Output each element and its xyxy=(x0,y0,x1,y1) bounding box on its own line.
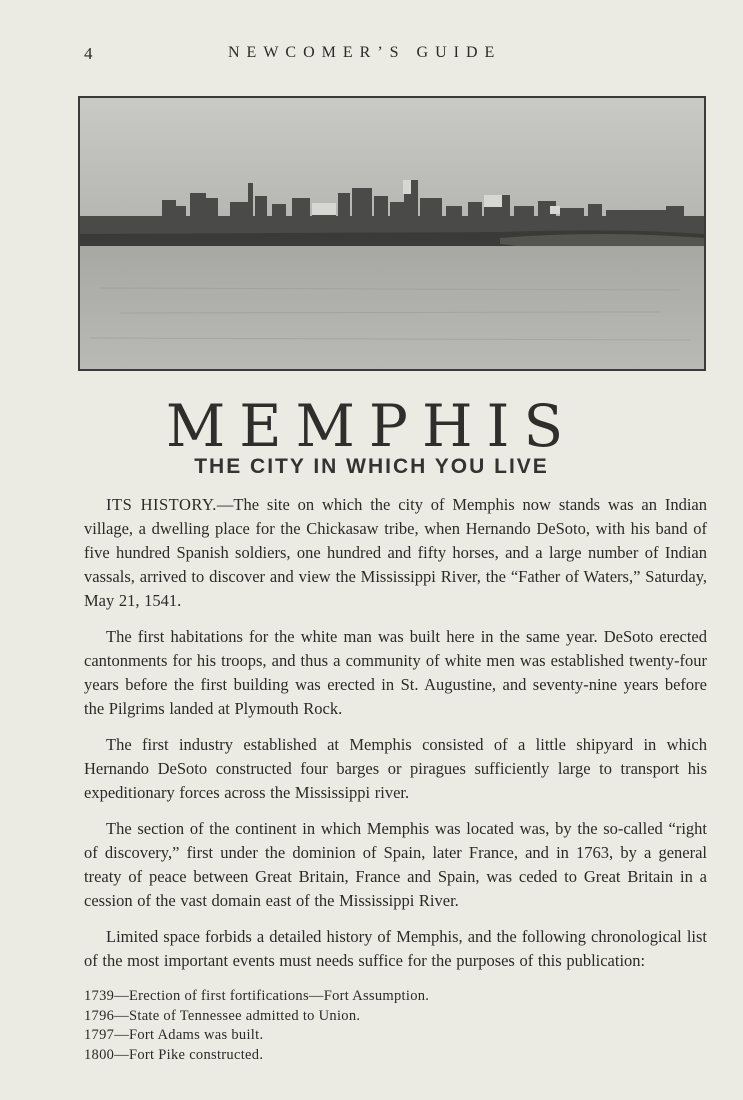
chronology-item: 1796—State of Tennessee admitted to Union. xyxy=(84,1007,361,1024)
memphis-skyline-photo xyxy=(78,96,706,371)
page-title: MEMPHIS xyxy=(165,392,578,460)
paragraph: The section of the continent in which Memphis was located was, by the so-called “right of discovery,” first under the dominion of Spain, later France, and in 1763, by a general treaty of peace between Great Britain, France and Spain, was ceded to Great Britain in a cession of the vast domain east of the Mississippi River. xyxy=(84,819,707,910)
chronology-list xyxy=(84,987,707,1065)
paragraph: The first habitations for the white man was built here in the same year. DeSoto erected cantonments for his troops, and thus a community of white men was established twenty-four years before the first building was erected in St. Augustine, and seventy-nine years before the Pilgrims landed at Plymouth Rock. xyxy=(84,627,707,718)
chronology-item: 1800—Fort Pike constructed. xyxy=(84,1046,264,1063)
body-text xyxy=(84,493,707,1065)
page-subtitle: THE CITY IN WHICH YOU LIVE xyxy=(194,455,549,478)
chronology-item: 1739—Erection of first fortifications—Fort Assumption. xyxy=(84,988,430,1004)
chronology-item: 1797—Fort Adams was built. xyxy=(84,1027,264,1043)
skyline-photo-icon xyxy=(80,98,704,369)
paragraph-text: —The site on which the city of Memphis now stands was an Indian village, a dwelling place for the Chickasaw tribe, when Hernando DeSoto, with his band of five hundred Spanish soldiers, one hundred and fifty horses, and a large number of Indian vassals, arrived to discover and view the Mississippi River, the “Father of Waters,” Saturday, May 21, 1541. xyxy=(84,495,708,610)
lead-in: ITS HISTORY. xyxy=(106,495,217,514)
page-number: 4 xyxy=(84,44,94,63)
paragraph-history xyxy=(84,493,707,613)
running-head: NEWCOMER’S GUIDE xyxy=(228,44,502,61)
paragraph: Limited space forbids a detailed history of Memphis, and the following chronological list of the most important events must needs suffice for the purposes of this publication: xyxy=(84,927,707,970)
paragraph: The first industry established at Memphis consisted of a little shipyard in which Hernando DeSoto constructed four barges or piragues sufficiently large to transport his expeditionary forces across the Mississippi river. xyxy=(84,735,707,802)
